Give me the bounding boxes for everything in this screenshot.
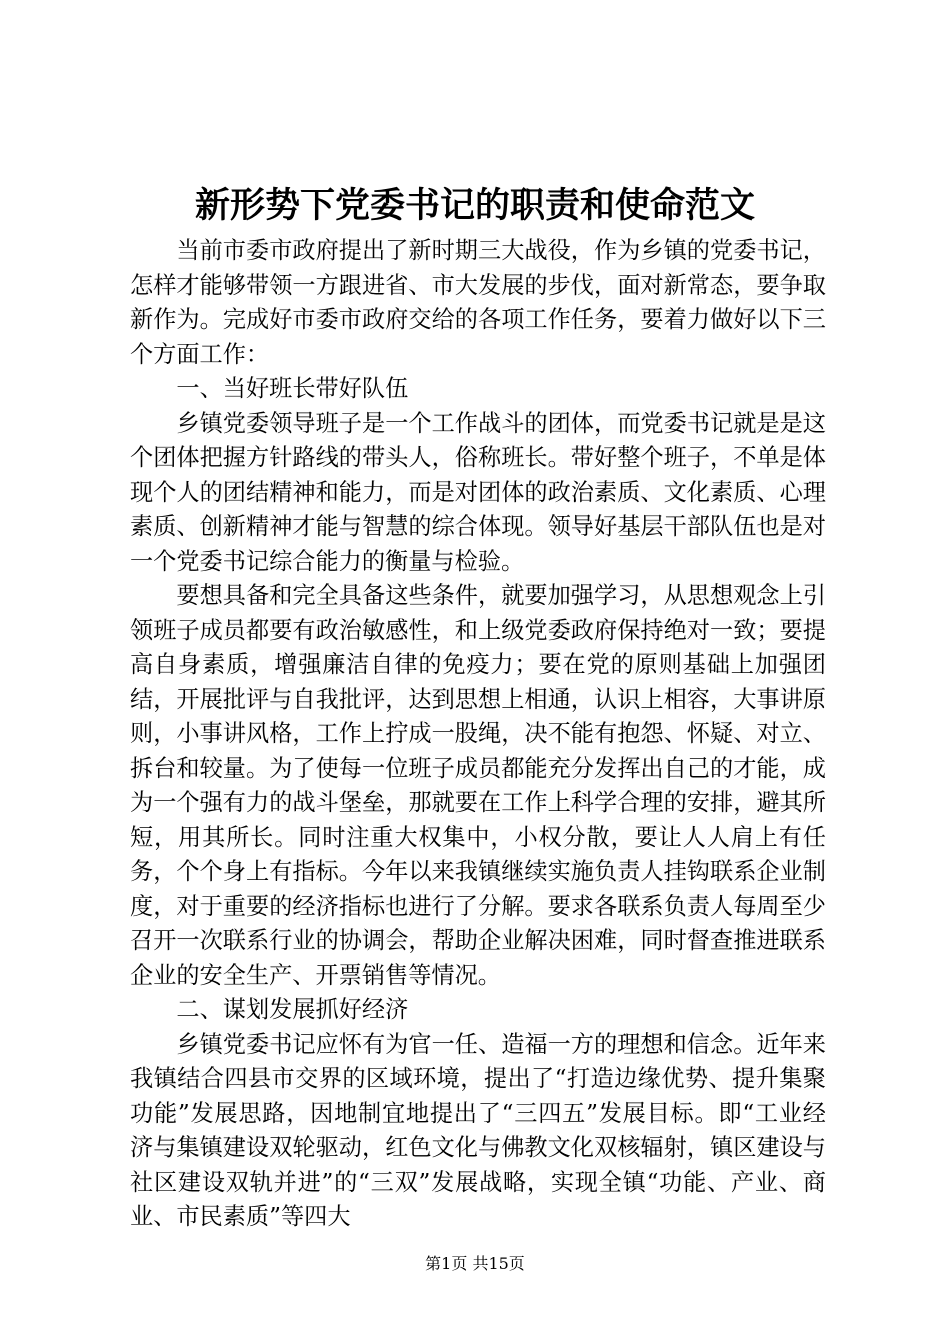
paragraph-team: 乡镇党委领导班子是一个工作战斗的团体，而党委书记就是是这个团体把握方针路线的带头人，俗称班长。带好整个班子，不单是体现个人的团结精神和能力，而是对团体的政治素质、文化素质、心理素质、创新精神才能与智慧的综合体现。领导好基层干部队伍也是对一个党委书记综合能力的衡量与检验。: [130, 409, 826, 575]
paragraph-requirements: 要想具备和完全具备这些条件，就要加强学习，从思想观念上引领班子成员都要有政治敏感性，和上级党委政府保持绝对一致；要提高自身素质，增强廉洁自律的免疫力；要在党的原则基础上加强团结，开展批评与自我批评，达到思想上相通，认识上相容，大事讲原则，小事讲风格，工作上拧成一股绳，决不能有抱怨、怀疑、对立、拆台和较量。为了使每一位班子成员都能充分发挥出自己的才能，成为一个强有力的战斗堡垒，那就要在工作上科学合理的安排，避其所短，用其所长。同时注重大权集中，小权分散，要让人人肩上有任务，个个身上有指标。今年以来我镇继续实施负责人挂钩联系企业制度，对于重要的经济指标也进行了分解。要求各联系负责人每周至少召开一次联系行业的协调会，帮助企业解决困难，同时督查推进联系企业的安全生产、开票销售等情况。: [130, 582, 826, 989]
section-heading-1: 一、当好班长带好队伍: [176, 375, 409, 402]
page-footer: 第1页 共15页: [425, 1254, 525, 1273]
document-title: 新形势下党委书记的职责和使命范文: [194, 185, 755, 226]
section-heading-2: 二、谋划发展抓好经济: [176, 996, 409, 1023]
paragraph-intro: 当前市委市政府提出了新时期三大战役，作为乡镇的党委书记，怎样才能够带领一方跟进省、市大发展的步伐，面对新常态，要争取新作为。完成好市委市政府交给的各项工作任务，要着力做好以下三个方面工作：: [130, 237, 826, 368]
paragraph-economy: 乡镇党委书记应怀有为官一任、造福一方的理想和信念。近年来我镇结合四县市交界的区域环境，提出了“打造边缘优势、提升集聚功能”发展思路，因地制宜地提出了“三四五”发展目标。即“工业经济与集镇建设双轮驱动，红色文化与佛教文化双核辐射，镇区建设与社区建设双轨并进”的“三双”发展战略，实现全镇“功能、产业、商业、市民素质”等四大: [130, 1030, 826, 1230]
document-body: [130, 234, 826, 1235]
